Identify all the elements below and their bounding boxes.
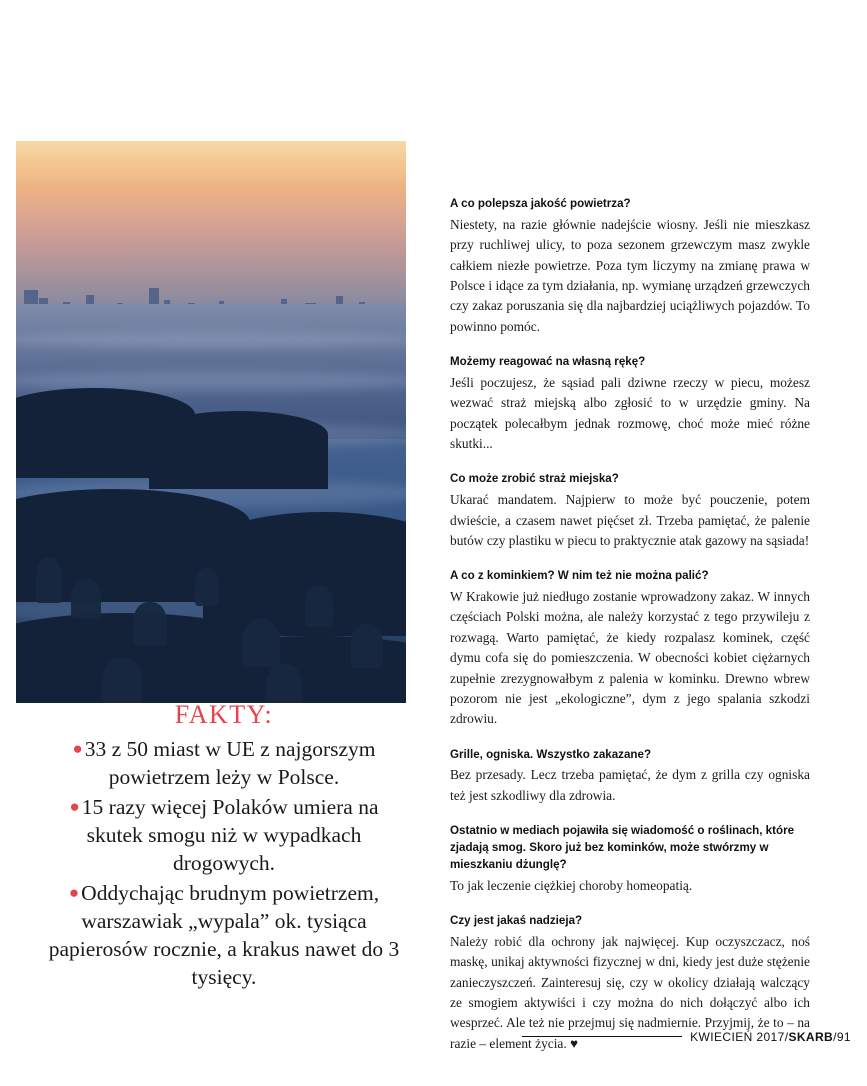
section-question: Możemy reagować na własną rękę? bbox=[450, 355, 646, 369]
section-question: A co z kominkiem? W nim też nie można palić? bbox=[450, 569, 709, 583]
footer-issue: KWIECIEŃ 2017 bbox=[690, 1030, 785, 1044]
section-question: Czy jest jakaś nadzieja? bbox=[450, 914, 583, 927]
section-question: Co może zrobić straż miejska? bbox=[450, 472, 619, 486]
section-question: Ostatnio w mediach pojawiła się wiadomość o roślinach, które zjadają smog. Skoro już bez kominków, może stwórzmy w mieszkaniu dżunglę? bbox=[450, 824, 795, 871]
photo-tree bbox=[242, 619, 280, 667]
facts-list bbox=[44, 736, 404, 991]
bullet-icon: ● bbox=[72, 739, 83, 758]
photo-tree bbox=[133, 602, 167, 646]
photo-fog-band bbox=[16, 332, 406, 348]
section-question: A co polepsza jakość powietrza? bbox=[450, 197, 631, 210]
article-section bbox=[450, 823, 810, 896]
facts-item bbox=[44, 880, 404, 992]
article-photo bbox=[16, 141, 406, 703]
section-question: Grille, ogniska. Wszystko zakazane? bbox=[450, 747, 652, 761]
article-section bbox=[450, 747, 810, 807]
section-answer: Jeśli poczujesz, że sąsiad pali dziwne rzeczy w piecu, możesz wezwać straż miejską albo zgłosić to w urzędzie gminy. Na początek polecałbym jednak rozmowę, choć może mieć różne skutki... bbox=[450, 374, 810, 451]
footer-magazine: SKARB bbox=[788, 1030, 834, 1044]
footer-page-number: /91 bbox=[833, 1030, 851, 1044]
facts-title: FAKTY: bbox=[174, 700, 274, 729]
photo-tree bbox=[266, 664, 302, 703]
facts-item bbox=[44, 736, 404, 792]
photo-tree bbox=[305, 585, 333, 627]
section-answer: Bez przesady. Lecz trzeba pamiętać, że dym z grilla czy ogniska też jest szkodliwy dla zdrowia. bbox=[450, 767, 810, 803]
section-answer: To jak leczenie ciężkiej choroby homeopatią. bbox=[450, 877, 693, 893]
section-answer: Należy robić dla ochrony jak najwięcej. Kup oczyszczacz, noś maskę, unikaj aktywności fizycznej w dni, kiedy jest duże stężenie zanieczyszczeń. Zainteresuj się, czy w okolicy działają walczący ze smogiem aktywiści i czy można do nich dołączyć albo ich wesprzeć. Ale też nie przejmuj się nadmiernie. Przyjmij, że to – na razie – element życia. ♥ bbox=[450, 933, 810, 1051]
article-section bbox=[450, 196, 810, 337]
page-footer bbox=[522, 1030, 851, 1044]
bullet-icon: ● bbox=[69, 796, 80, 816]
article-section bbox=[450, 568, 810, 729]
article-section bbox=[450, 354, 810, 454]
photo-dark-hill bbox=[149, 411, 328, 490]
bullet-icon: ● bbox=[68, 882, 80, 902]
facts-item-text: 15 razy więcej Polaków umiera na skutek smogu niż w wypadkach drogowych. bbox=[81, 794, 379, 875]
footer-separator: / bbox=[784, 1030, 789, 1044]
facts-block bbox=[44, 700, 404, 993]
article-section bbox=[450, 471, 810, 551]
section-answer: Niestety, na razie głównie nadejście wiosny. Jeśli nie mieszkasz przy ruchliwej ulicy, to poza sezonem grzewczym masz zwykle całkiem niezłe powietrze. Poza tym liczymy na zmianę prawa w Polsce i idące za tym działania, np. wymianę urządzeń grzewczych czy zakaz poruszania się dla najbardziej uciążliwych pojazdów. To powinno pomóc. bbox=[450, 216, 810, 334]
article-text-column bbox=[450, 196, 810, 1071]
photo-tree bbox=[36, 557, 62, 603]
facts-item-text: Oddychając brudnym powietrzem, warszawiak „wypala” ok. tysiąca papierosów rocznie, a krakus nawet do 3 tysięcy. bbox=[48, 880, 400, 989]
section-answer: Ukarać mandatem. Najpierw to może być pouczenie, potem dwieście, a czasem nawet pięćset zł. Trzeba pamiętać, że palenie butów czy plastiku w piecu to praktycznie atak gazowy na sąsiada! bbox=[450, 492, 810, 548]
section-answer: W Krakowie już niedługo zostanie wprowadzony zakaz. W innych częściach Polski można, ale należy korzystać z tego przywileju z rozwagą. Warto pamiętać, że kiedy rozpalasz kominek, część dymu cofa się do pomieszczenia. W obecności kobiet ciężarnych zupełnie zrezygnowałbym z palenia w kominku. Drewno wbrew pozorom nie jest „ekologiczne”, dym z jego spalania szkodzi zdrowiu. bbox=[450, 589, 810, 727]
facts-item-text: 33 z 50 miast w UE z najgorszym powietrzem leży w Polsce. bbox=[84, 737, 376, 789]
photo-tree bbox=[102, 658, 142, 703]
footer-rule bbox=[522, 1036, 682, 1037]
photo-tree bbox=[71, 579, 101, 619]
photo-tree bbox=[351, 624, 383, 668]
facts-item bbox=[44, 794, 404, 878]
photo-tree bbox=[195, 568, 219, 606]
